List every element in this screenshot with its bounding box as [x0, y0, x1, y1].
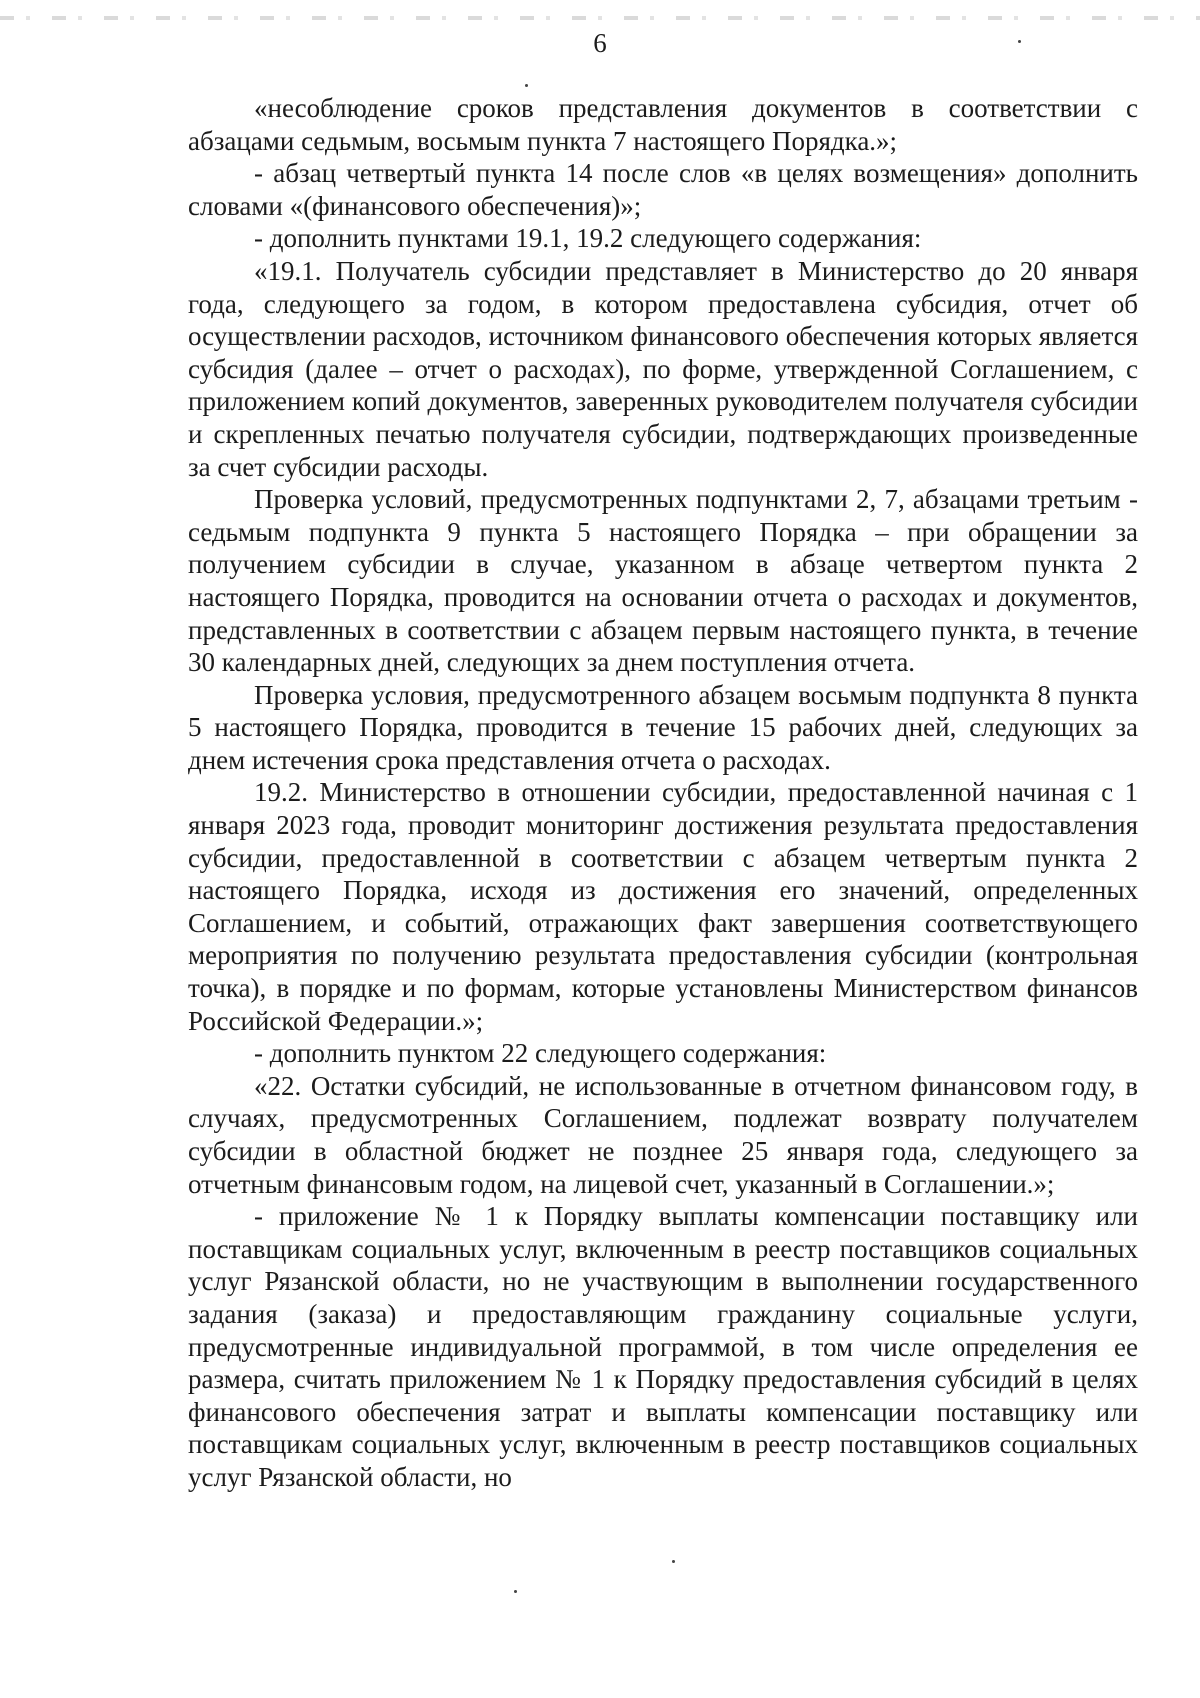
scan-speck — [514, 1590, 517, 1593]
paragraph: «22. Остатки субсидий, не использованные в отчетном финансовом году, в случаях, предусмотренных Соглашением, подлежат возврату получателем субсидии в областной бюджет не позднее 25 января года, следующего за отчетным финансовым годом, на лицевой счет, указанный в Соглашении.»; — [188, 1070, 1138, 1199]
paragraph: 19.2. Министерство в отношении субсидии, предоставленной начиная с 1 января 2023 года, проводит мониторинг достижения результата предоставления субсидии, предоставленной в соответствии с абзацем четвертым пункта 2 настоящего Порядка, исходя из достижения его значений, определенных Соглашением, и событий, отражающих факт завершения соответствующего мероприятия по получению результата предоставления субсидии (контрольная точка), в порядке и по формам, которые установлены Министерством финансов Российской Федерации.»; — [188, 777, 1138, 1036]
scan-artifact-top — [0, 16, 1200, 20]
document-body — [188, 92, 1138, 1494]
paragraph: - дополнить пунктом 22 следующего содержания: — [254, 1038, 827, 1069]
paragraph: - приложение № 1 к Порядку выплаты компенсации поставщику или поставщикам социальных услуг, включенным в реестр поставщиков социальных услуг Рязанской области, но не участвующим в выполнении государственного задания (заказа) и предоставляющим гражданину социальные услуги, предусмотренные индивидуальной программой, в том числе определения ее размера, считать приложением № 1 к Порядку предоставления субсидий в целях финансового обеспечения затрат и выплаты компенсации поставщику или поставщикам социальных услуг, включенным в реестр поставщиков социальных услуг Рязанской области, но — [188, 1201, 1138, 1492]
page-number: 6 — [593, 28, 607, 58]
scan-speck — [525, 84, 528, 87]
paragraph: - дополнить пунктами 19.1, 19.2 следующего содержания: — [254, 223, 922, 254]
paragraph: Проверка условий, предусмотренных подпунктами 2, 7, абзацами третьим - седьмым подпункта 9 пункта 5 настоящего Порядка – при обращении за получением субсидии в случае, указанном в абзаце четвертом пункта 2 настоящего Порядка, проводится на основании отчета о расходах и документов, представленных в соответствии с абзацем первым настоящего пункта, в течение 30 календарных дней, следующих за днем поступления отчета. — [188, 484, 1138, 678]
paragraph: - абзац четвертый пункта 14 после слов «в целях возмещения» дополнить словами «(финансового обеспечения)»; — [188, 158, 1138, 221]
paragraph: «несоблюдение сроков представления документов в соответствии с абзацами седьмым, восьмым пункта 7 настоящего Порядка.»; — [188, 93, 1138, 156]
scan-speck — [1018, 40, 1021, 43]
paragraph: «19.1. Получатель субсидии представляет в Министерство до 20 января года, следующего за годом, в котором предоставлена субсидия, отчет об осуществлении расходов, источником финансового обеспечения которых является субсидия (далее – отчет о расходах), по форме, утвержденной Соглашением, с приложением копий документов, заверенных руководителем получателя субсидии и скрепленных печатью получателя субсидии, подтверждающих произведенные за счет субсидии расходы. — [188, 255, 1138, 482]
paragraph: Проверка условия, предусмотренного абзацем восьмым подпункта 8 пункта 5 настоящего Порядка, проводится в течение 15 рабочих дней, следующих за днем истечения срока представления отчета о расходах. — [188, 679, 1138, 775]
scan-speck — [672, 1560, 675, 1563]
